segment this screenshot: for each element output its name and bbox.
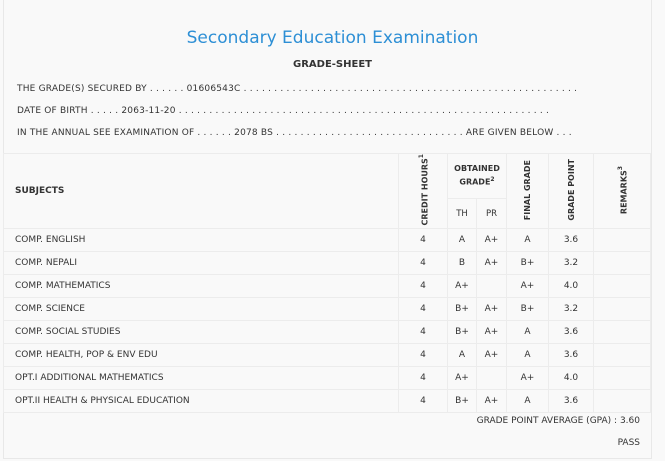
- dob-line: [17, 106, 549, 116]
- pr-grade-cell: A+: [477, 252, 507, 275]
- grade-point-cell: 3.6: [549, 321, 594, 344]
- grade-point-cell: 3.6: [549, 229, 594, 252]
- exam-year: 2078 BS: [234, 128, 274, 138]
- gpa-line: [477, 416, 640, 426]
- header-credit-sup: 1: [417, 154, 425, 159]
- remarks-cell: [594, 344, 651, 367]
- result-status: PASS: [617, 438, 640, 448]
- page-subtitle: GRADE-SHEET: [293, 59, 372, 70]
- th-grade-cell: A+: [448, 275, 477, 298]
- table-row: [4, 275, 651, 298]
- header-final-label: FINAL GRADE: [523, 159, 532, 220]
- pr-grade-cell: A+: [477, 390, 507, 413]
- credit-cell: 4: [399, 275, 448, 298]
- symbol-number: 01606543C: [186, 84, 241, 94]
- pr-grade-cell: [477, 275, 507, 298]
- grade-point-cell: 4.0: [549, 275, 594, 298]
- remarks-cell: [594, 298, 651, 321]
- header-remarks: [594, 154, 651, 229]
- remarks-cell: [594, 367, 651, 390]
- table-row: [4, 298, 651, 321]
- pr-grade-cell: [477, 367, 507, 390]
- grade-point-cell: 3.2: [549, 252, 594, 275]
- pr-grade-cell: A+: [477, 321, 507, 344]
- header-pr: PR: [477, 198, 507, 229]
- final-grade-cell: A: [507, 344, 549, 367]
- gpa-label: GRADE POINT AVERAGE (GPA) :: [476, 416, 620, 426]
- dob-label: DATE OF BIRTH . . . . .: [17, 106, 122, 116]
- final-grade-cell: B+: [507, 252, 549, 275]
- credit-cell: 4: [399, 298, 448, 321]
- th-grade-cell: B: [448, 252, 477, 275]
- table-header-row: [4, 154, 651, 199]
- final-grade-cell: A: [507, 321, 549, 344]
- exam-line: [17, 128, 572, 138]
- grade-point-cell: 4.0: [549, 367, 594, 390]
- header-obtained-grade: [448, 154, 507, 199]
- header-credit-label: CREDIT HOURS: [420, 158, 430, 226]
- subject-cell: OPT.I ADDITIONAL MATHEMATICS: [4, 367, 399, 390]
- subject-cell: COMP. SOCIAL STUDIES: [4, 321, 399, 344]
- th-grade-cell: A: [448, 344, 477, 367]
- dob-dots: . . . . . . . . . . . . . . . . . . . . . . . . . . . . . . . . . . . . . . . . . . . . . . . . . . . . . . . . . . . . .: [175, 106, 550, 116]
- gpa-value: 3.60: [619, 416, 640, 426]
- final-grade-cell: B+: [507, 298, 549, 321]
- final-grade-cell: A: [507, 229, 549, 252]
- table-row: [4, 252, 651, 275]
- final-grade-cell: A: [507, 390, 549, 413]
- grade-point-cell: 3.2: [549, 298, 594, 321]
- header-obtained-label: OBTAINED GRADE: [454, 164, 500, 188]
- pr-grade-cell: A+: [477, 229, 507, 252]
- table-row: [4, 344, 651, 367]
- th-grade-cell: A+: [448, 367, 477, 390]
- exam-label: IN THE ANNUAL SEE EXAMINATION OF . . . . . .: [17, 128, 235, 138]
- grade-secured-label: THE GRADE(S) SECURED BY . . . . . .: [17, 84, 187, 94]
- remarks-cell: [594, 321, 651, 344]
- grade-point-cell: 3.6: [549, 390, 594, 413]
- credit-cell: 4: [399, 344, 448, 367]
- header-subjects: SUBJECTS: [4, 154, 399, 229]
- credit-cell: 4: [399, 321, 448, 344]
- subject-cell: OPT.II HEALTH & PHYSICAL EDUCATION: [4, 390, 399, 413]
- pr-grade-cell: A+: [477, 344, 507, 367]
- grade-secured-dots: . . . . . . . . . . . . . . . . . . . . . . . . . . . . . . . . . . . . . . . . . . . . . . . . . . . . . . .: [240, 84, 578, 94]
- grade-point-cell: 3.6: [549, 344, 594, 367]
- dob-value: 2063-11-20: [121, 106, 176, 116]
- table-row: [4, 229, 651, 252]
- exam-dots: . . . . . . . . . . . . . . . . . . . . . . . . . . . . . . . ARE GIVEN BELOW . . .: [273, 128, 572, 138]
- table-row: [4, 367, 651, 390]
- header-grade-point: [549, 154, 594, 229]
- header-point-label: GRADE POINT: [566, 158, 576, 221]
- subject-cell: COMP. SCIENCE: [4, 298, 399, 321]
- pr-grade-cell: A+: [477, 298, 507, 321]
- final-grade-cell: A+: [507, 275, 549, 298]
- subject-cell: COMP. MATHEMATICS: [4, 275, 399, 298]
- remarks-cell: [594, 252, 651, 275]
- remarks-cell: [594, 229, 651, 252]
- final-grade-cell: A+: [507, 367, 549, 390]
- header-obtained-sup: 2: [490, 176, 495, 184]
- th-grade-cell: B+: [448, 390, 477, 413]
- credit-cell: 4: [399, 390, 448, 413]
- header-th: TH: [448, 198, 477, 229]
- remarks-cell: [594, 275, 651, 298]
- header-final-grade: [507, 154, 549, 229]
- credit-cell: 4: [399, 252, 448, 275]
- grade-rows: [4, 229, 651, 413]
- credit-cell: 4: [399, 229, 448, 252]
- header-credit-hours: [399, 154, 448, 229]
- th-grade-cell: B+: [448, 321, 477, 344]
- subject-cell: COMP. ENGLISH: [4, 229, 399, 252]
- header-remarks-label: REMARKS: [619, 169, 629, 214]
- subject-cell: COMP. HEALTH, POP & ENV EDU: [4, 344, 399, 367]
- th-grade-cell: B+: [448, 298, 477, 321]
- th-grade-cell: A: [448, 229, 477, 252]
- table-row: [4, 390, 651, 413]
- grades-table: [3, 153, 651, 413]
- header-remarks-sup: 3: [616, 165, 624, 170]
- remarks-cell: [594, 390, 651, 413]
- subject-cell: COMP. NEPALI: [4, 252, 399, 275]
- table-row: [4, 321, 651, 344]
- credit-cell: 4: [399, 367, 448, 390]
- page-title: Secondary Education Examination: [186, 28, 479, 48]
- grade-secured-line: [17, 84, 577, 94]
